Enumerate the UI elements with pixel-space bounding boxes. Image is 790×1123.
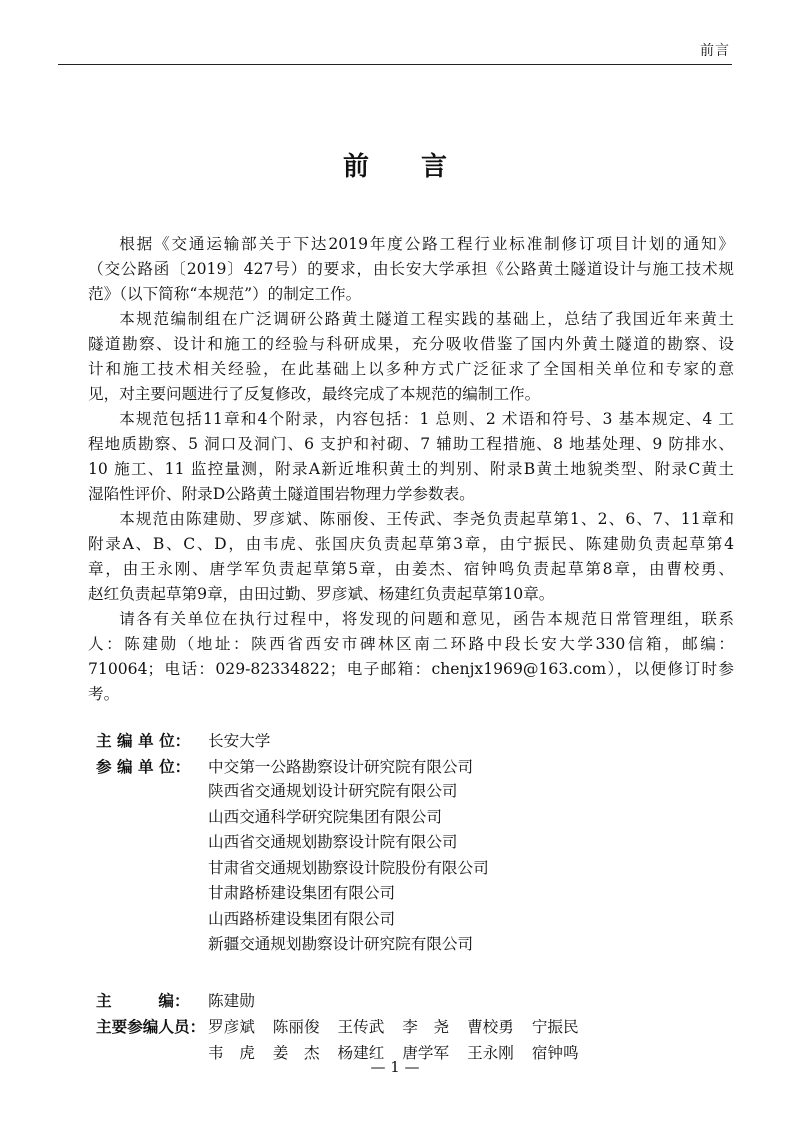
participating-unit-row [96,856,489,882]
page-title [0,146,790,183]
running-header: 前言 [700,43,730,59]
participant-name: 陈丽俊 [272,1018,320,1036]
participating-unit-row [96,881,489,907]
participating-unit-row [96,779,489,805]
chief-editor-value: 陈建勋 [208,992,255,1010]
participating-unit-row [96,932,489,958]
header-rule [58,64,732,65]
preface-body [88,232,734,707]
participating-unit: 山西交通科学研究院集团有限公司 [208,807,442,826]
participant-name: 杨建红 [337,1044,385,1062]
paragraph-line: 本规范由陈建勋、罗彦斌、陈丽俊、王传武、李尧负责起草第1、2、6、7、11章和 [119,510,734,528]
participating-unit: 甘肃路桥建设集团有限公司 [208,884,396,902]
paragraph-line: 范》（以下简称“本规范”）的制定工作。 [88,285,362,303]
participant-name: 姜 杰 [272,1044,320,1062]
chief-editor-label: 主 编： [96,991,190,1010]
participant-name: 李 尧 [402,1018,450,1036]
people-block [96,988,592,1066]
page-number: — 1 — [370,1058,420,1076]
participating-unit: 陕西省交通规划设计研究院有限公司 [208,782,458,800]
paragraph [88,507,734,607]
participating-unit-row [96,754,489,780]
participating-unit: 新疆交通规划勘察设计研究院有限公司 [208,935,474,953]
paragraph-line: 请各有关单位在执行过程中，将发现的问题和意见，函告本规范日常管理组，联系 [119,610,734,628]
paragraph-line: 章，由王永刚、唐学军负责起草第5章，由姜杰、宿钟鸣负责起草第8章，由曹校勇、 [88,560,734,578]
paragraph-line: 本规范包括11章和4个附录，内容包括：1 总则、2 术语和符号、3 基本规定、4 工 [119,410,734,428]
paragraph-line: 本规范编制组在广泛调研公路黄土隧道工程实践的基础上，总结了我国近年来黄土 [119,310,734,328]
paragraph-line: 隧道勘察、设计和施工的经验与科研成果，充分吸收借鉴了国内外黄土隧道的勘察、设 [88,335,734,353]
participant-name: 唐学军 [402,1044,450,1062]
participating-unit-row [96,805,489,831]
title-char-2: 言 [421,152,448,182]
main-participants-label: 主要参编人员： [96,1017,206,1036]
participating-unit-row [96,830,489,856]
paragraph-line: 计和施工技术相关经验，在此基础上以多种方式广泛征求了全国相关单位和专家的意 [88,360,734,378]
paragraph [88,607,734,707]
chief-unit-label: 主 编 单 位： [96,731,191,750]
paragraph-line: 人：陈建勋（地址：陕西省西安市碑林区南二环路中段长安大学330信箱，邮编： [88,635,734,653]
chief-unit-row [96,728,489,754]
participant-name: 王永刚 [467,1044,514,1062]
units-block [96,728,489,958]
participating-unit: 中交第一公路勘察设计研究院有限公司 [208,757,474,776]
participant-name: 王传武 [337,1018,385,1036]
paragraph-line: 程地质勘察、5 洞口及洞门、6 支护和衬砌、7 辅助工程措施、8 地基处理、9 防排水、 [88,435,734,453]
paragraph [88,407,734,507]
paragraph-line: 根据《交通运输部关于下达2019年度公路工程行业标准制修订项目计划的通知》 [119,235,734,253]
participating-units-label: 参 编 单 位： [96,756,191,776]
paragraph-line: 湿陷性评价、附录D公路黄土隧道围岩物理力学参数表。 [88,485,475,503]
participating-unit: 山西省交通规划勘察设计院有限公司 [208,833,458,851]
participant-name: 宿钟鸣 [531,1044,579,1062]
chief-editor-row [96,988,592,1014]
participant-name: 罗彦斌 [208,1018,255,1036]
paragraph-line: （交公路函〔2019〕427号）的要求，由长安大学承担《公路黄土隧道设计与施工技术规 [88,260,734,278]
paragraph-line: 附录A、B、C、D，由韦虎、张国庆负责起草第3章，由宁振民、陈建勋负责起草第4 [88,535,734,553]
participating-unit-row [96,907,489,933]
participating-unit: 甘肃省交通规划勘察设计院股份有限公司 [208,858,489,877]
participating-unit: 山西路桥建设集团有限公司 [208,909,396,928]
paragraph [88,307,734,407]
paragraph-line: 710064；电话：029-82334822；电子邮箱：chenjx1969@163.com），以便修订时参考。 [88,660,734,703]
main-participants-row [96,1014,592,1040]
participant-name: 韦 虎 [208,1044,255,1062]
participant-names [208,1014,592,1040]
participant-name: 曹校勇 [467,1018,514,1036]
paragraph-line: 见，对主要问题进行了反复修改，最终完成了本规范的编制工作。 [88,385,541,403]
paragraph [88,232,734,307]
participant-name: 宁振民 [531,1018,579,1036]
title-char-1: 前 [342,152,369,182]
paragraph-line: 赵红负责起草第9章，由田过勤、罗彦斌、杨建红负责起草第10章。 [88,585,555,603]
paragraph-line: 10 施工、11 监控量测，附录A新近堆积黄土的判别、附录B黄土地貌类型、附录C黄土 [88,460,734,478]
chief-unit-value: 长安大学 [208,732,271,750]
